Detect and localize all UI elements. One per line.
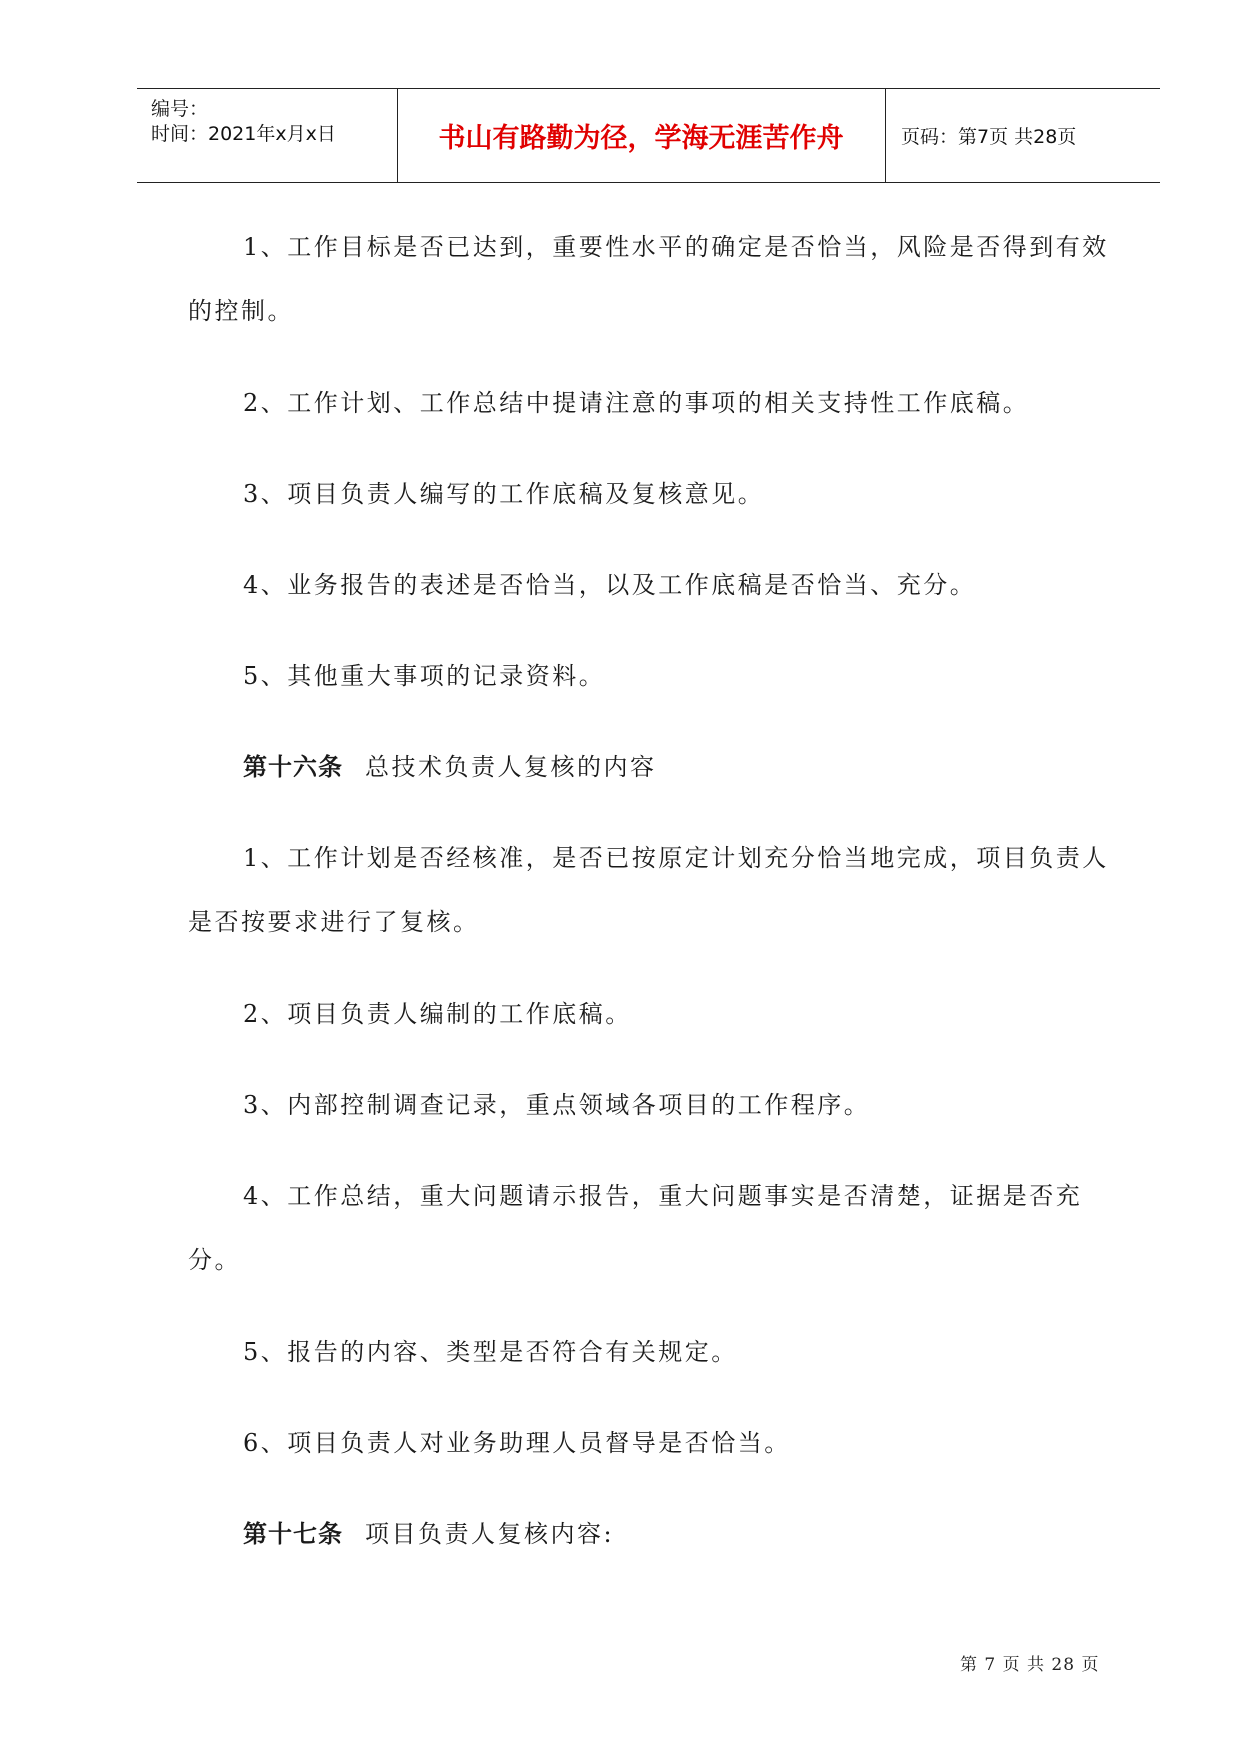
- header-motto: 书山有路勤为径，学海无涯苦作舟: [438, 123, 844, 154]
- paragraph: 2、工作计划、工作总结中提请注意的事项的相关支持性工作底稿。: [243, 389, 1030, 417]
- page-footer: 第 7 页 共 28 页: [960, 1655, 1100, 1675]
- article-number: 第十六条: [243, 753, 343, 781]
- paragraph: 1、工作目标是否已达到，重要性水平的确定是否恰当，风险是否得到有效的控制。: [188, 233, 1109, 325]
- article-17-heading: [188, 1502, 1118, 1566]
- paragraph: 5、报告的内容、类型是否符合有关规定。: [243, 1338, 738, 1366]
- document-date-label: 时间：2021年x月x日: [151, 123, 336, 145]
- document-header: [137, 88, 1160, 183]
- document-number-label: 编号：: [151, 98, 209, 120]
- paragraph: 3、项目负责人编写的工作底稿及复核意见。: [243, 480, 765, 508]
- article-16-heading: [188, 735, 1118, 799]
- header-page-info: 页码：第7页 共28页: [901, 126, 1077, 148]
- paragraph: 3、内部控制调查记录，重点领域各项目的工作程序。: [243, 1091, 871, 1119]
- header-divider: [397, 89, 398, 182]
- paragraph: 4、业务报告的表述是否恰当，以及工作底稿是否恰当、充分。: [243, 571, 977, 599]
- header-divider: [885, 89, 886, 182]
- paragraph: 6、项目负责人对业务助理人员督导是否恰当。: [243, 1429, 791, 1457]
- paragraph: 5、其他重大事项的记录资料。: [243, 662, 606, 690]
- header-meta: [137, 89, 397, 182]
- paragraph: 1、工作计划是否经核准，是否已按原定计划充分恰当地完成，项目负责人是否按要求进行了复核。: [188, 844, 1109, 936]
- paragraph: 2、项目负责人编制的工作底稿。: [243, 1000, 632, 1028]
- paragraph: 4、工作总结，重大问题请示报告，重大问题事实是否清楚，证据是否充分。: [188, 1182, 1083, 1274]
- article-number: 第十七条: [243, 1520, 343, 1548]
- article-title: 总技术负责人复核的内容: [365, 753, 657, 781]
- article-title: 项目负责人复核内容:: [365, 1520, 615, 1548]
